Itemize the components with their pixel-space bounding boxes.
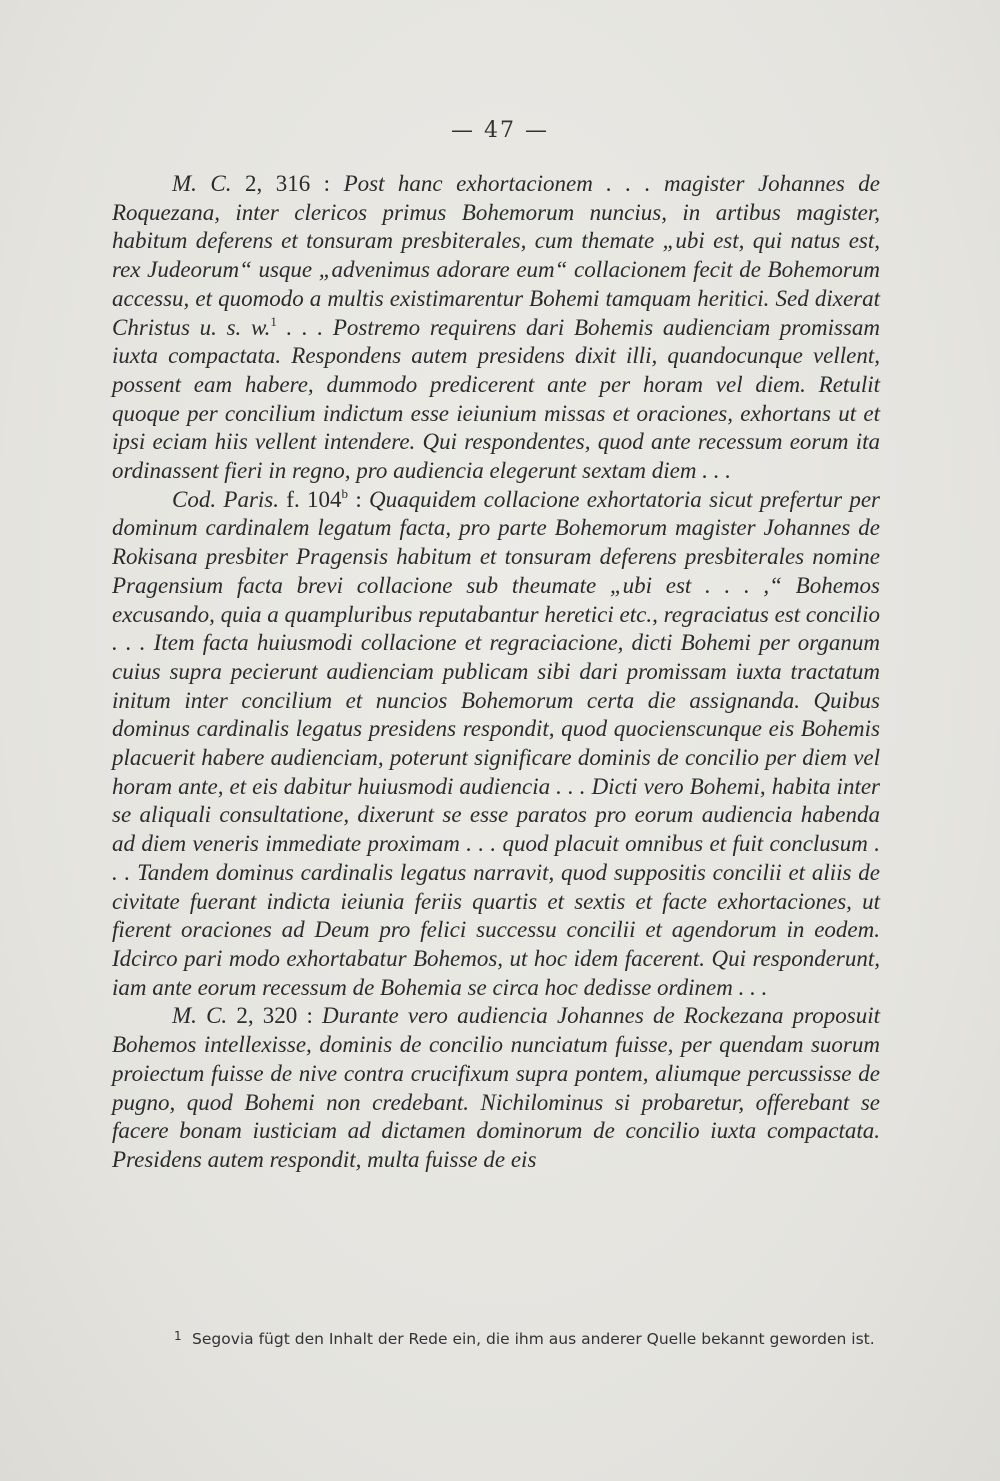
citation-number: 2, 316 : (231, 171, 344, 196)
text-segment: M. C. (172, 171, 232, 196)
page-number: — 47 — (451, 118, 549, 143)
text-segment: Post hanc exhortacionem . . . magister Johannes de Roquezana, inter clericos primus Bohemorum nuncius, in artibus magister, habitum deferens et tonsuram presbiterales, cum themate „ubi est, qui natus est, rex Judeorum“ usque „advenimus adorare eum“ collacionem fecit de Bohemorum accessu, et quomodo a multis existimarentur Bohemi tamquam heritici. Sed dixerat Christus u. s. w. (112, 171, 881, 340)
paragraph-p1 (112, 170, 880, 486)
citation-number: : (348, 486, 370, 512)
text-segment: M. C. (172, 1003, 228, 1029)
paragraph-p2 (112, 486, 880, 1003)
main-text (112, 170, 880, 1175)
text-segment: Durante vero audiencia Johannes de Rockezana proposuit Bohemos intellexisse, dominis de concilio nunciatum fuisse, per quendam suorum proiectum fuisse de nive contra crucifixum supra pontem, aliumque percussisse de pugno, quod Bohemi non credebant. Nichilominus si probaretur, offerebant se facere bonam iusticiam ad dictamen dominorum de concilio iuxta compactata. Presidens autem respondit, multa fuisse de eis (112, 1003, 881, 1172)
superscript: 1 (270, 313, 277, 329)
citation-number: f. 104 (279, 486, 342, 512)
footnote-text: Segovia fügt den Inhalt der Rede ein, die ihm aus anderer Quelle bekannt geworden ist. (192, 1330, 875, 1348)
text-segment: . . . Postremo requirens dari Bohemis audienciam promissam iuxta compactata. Respondens autem presidens dixit illi, quandocunque vellent, possent eam habere, dummodo predicerent ante per horam vel diem. Retulit quoque per concilium indictum esse ieiunium missas et oraciones, exhortans ut et ipsi eciam hiis vellent intendere. Qui respondentes, quod ante recessum eorum ita ordinassent fieri in regno, pro audiencia elegerunt sextam diem . . . (112, 314, 880, 484)
text-segment: Cod. Paris. (172, 486, 279, 512)
footnote (112, 1323, 880, 1353)
paragraph-p3 (112, 1002, 880, 1174)
text-segment: Quaquidem collacione exhortatoria sicut prefertur per dominum cardinalem legatum facta, pro parte Bohemorum magister Johannes de Rokisana presbiter Pragensis habitum et tonsuram deferens presbiterales nomine Pragensium facta brevi collacione sub theumate „ubi est . . . ,“ Bohemos excusando, quia a quampluribus reputabantur heretici etc., regraciatus est concilio . . . Item facta huiusmodi collacione et regraciacione, dicti Bohemi per organum cuius supra pecierunt audienciam publicam sibi dari promissam iuxta tractatum initum inter concilium et nuncios Bohemorum certa die assignanda. Quibus dominus cardinalis legatus presidens respondit, quod quocienscunque eis Bohemis placuerit habere audienciam, poterunt significare dominis de concilio per diem vel horam ante, et eis dabitur huiusmodi audiencia . . . Dicti vero Bohemi, habita inter se aliquali consultatione, dixerunt se esse paratos pro eorum audiencia habenda ad diem veneris immediate proximam . . . quod placuit omnibus et fuit conclusum . . . Tandem dominus cardinalis legatus narravit, quod suppositis concilii et aliis de civitate fuerant indicta ieiunia feriis quartis et sextis et facte exhortaciones, ut fierent oraciones ad Deum pro felici successu concilii et agendorum in eodem. Idcirco pari modo exhortabatur Bohemos, ut hoc idem facerent. Qui responderunt, iam ante eorum recessum de Bohemia se circa hoc dedisse ordinem . . . (112, 486, 880, 1000)
footnote-mark: 1 (174, 1329, 182, 1343)
superscript: b (341, 485, 349, 501)
citation-number: 2, 320 : (227, 1003, 323, 1029)
